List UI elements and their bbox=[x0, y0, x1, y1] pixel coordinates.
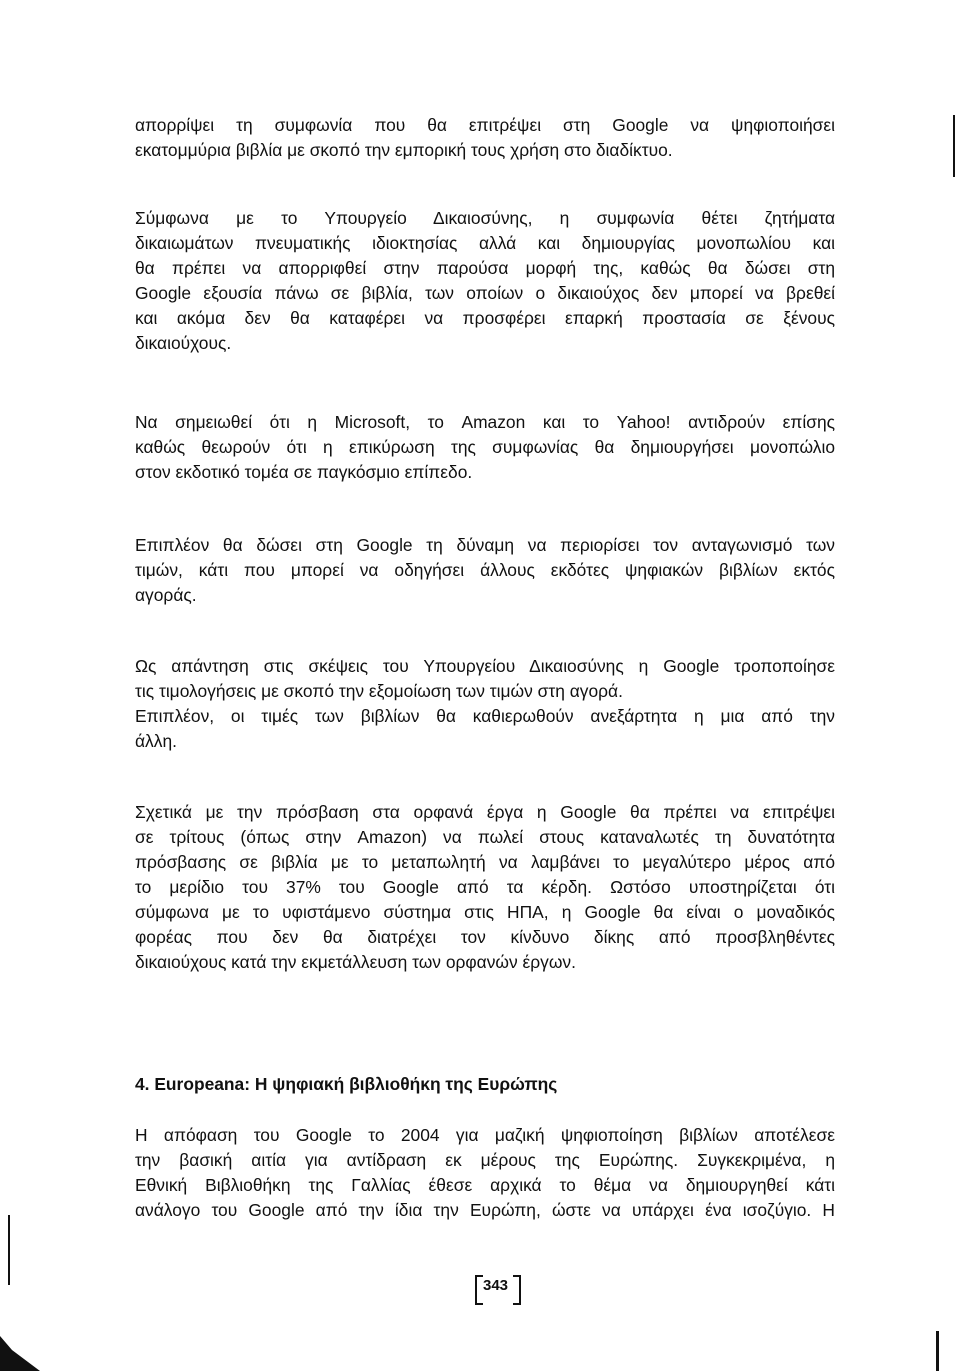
text-line: θα πρέπει να απορριφθεί στην παρούσα μορφή της, καθώς θα δώσει στη bbox=[135, 258, 835, 278]
text-line: ανάλογο του Google από την ίδια την Ευρώπη, ώστε να υπάρχει ένα ισοζύγιο. Η bbox=[135, 1200, 835, 1220]
text-line: σύμφωνα με το υφιστάμενο σύστημα στις ΗΠΑ, η Google θα είναι ο μοναδικός bbox=[135, 902, 835, 922]
page-number-bracket-right bbox=[513, 1275, 521, 1305]
paragraph-3 bbox=[135, 410, 835, 485]
text-line: Σχετικά με την πρόσβαση στα ορφανά έργα η Google θα πρέπει να επιτρέψει bbox=[135, 802, 835, 822]
text-line: στον εκδοτικό τομέα σε παγκόσμιο επίπεδο. bbox=[135, 462, 473, 482]
paragraph-4 bbox=[135, 533, 835, 608]
text-line: φορέας που δεν θα διατρέχει τον κίνδυνο δίκης από προσβληθέντες bbox=[135, 927, 835, 947]
text-line: και ακόμα δεν θα καταφέρει να προσφέρει επαρκή προστασία σε ξένους bbox=[135, 308, 835, 328]
paragraph-1 bbox=[135, 113, 835, 163]
text-line: Η απόφαση του Google το 2004 για μαζική ψηφιοποίηση βιβλίων αποτέλεσε bbox=[135, 1125, 835, 1145]
text-line: Ως απάντηση στις σκέψεις του Υπουργείου Δικαιοσύνης η Google τροποποίησε bbox=[135, 656, 835, 676]
text-line: Εθνική Βιβλιοθήκη της Γαλλίας έθεσε αρχικά το θέμα να δημιουργηθεί κάτι bbox=[135, 1175, 835, 1195]
text-line: εκατομμύρια βιβλία με σκοπό την εμπορική τους χρήση στο διαδίκτυο. bbox=[135, 140, 673, 160]
text-line: τιμών, κάτι που μπορεί να οδηγήσει άλλους εκδότες ψηφιακών βιβλίων εκτός bbox=[135, 560, 835, 580]
scan-edge-mark bbox=[936, 1331, 939, 1371]
scan-edge-mark bbox=[8, 1215, 10, 1285]
text-line: άλλη. bbox=[135, 731, 177, 751]
text-line: δικαιούχους. bbox=[135, 333, 232, 353]
text-line: την βασική αιτία για αντίδραση εκ μέρους της Ευρώπης. Συγκεκριμένα, η bbox=[135, 1150, 835, 1170]
scan-corner-shadow bbox=[0, 1336, 40, 1371]
text-line: απορρίψει τη συμφωνία που θα επιτρέψει στη Google να ψηφιοποιήσει bbox=[135, 115, 835, 135]
scan-edge-mark bbox=[953, 115, 955, 177]
text-line: Σύμφωνα με το Υπουργείο Δικαιοσύνης, η συμφωνία θέτει ζητήματα bbox=[135, 208, 835, 228]
section-paragraph bbox=[135, 1123, 835, 1223]
text-line: καθώς θεωρούν ότι η επικύρωση της συμφωνίας θα δημιουργήσει μονοπώλιο bbox=[135, 437, 835, 457]
text-line: τις τιμολογήσεις με σκοπό την εξομοίωση των τιμών στη αγορά. bbox=[135, 681, 623, 701]
text-line: πρόσβασης σε βιβλία με το μεταπωλητή να λαμβάνει το μεγαλύτερο μέρος από bbox=[135, 852, 835, 872]
text-line: Να σημειωθεί ότι η Microsoft, το Amazon και το Yahoo! αντιδρούν επίσης bbox=[135, 412, 835, 432]
text-line: Επιπλέον θα δώσει στη Google τη δύναμη να περιορίσει τον ανταγωνισμό των bbox=[135, 535, 835, 555]
paragraph-6 bbox=[135, 800, 835, 975]
text-line: σε τρίτους (όπως στην Amazon) να πωλεί στους καταναλωτές τη δυνατότητα bbox=[135, 827, 835, 847]
section-heading: 4. Europeana: Η ψηφιακή βιβλιοθήκη της Ευρώπης bbox=[135, 1074, 558, 1094]
text-line: Επιπλέον, οι τιμές των βιβλίων θα καθιερωθούν ανεξάρτητα η μια από την bbox=[135, 706, 835, 726]
text-line: αγοράς. bbox=[135, 585, 197, 605]
paragraph-5 bbox=[135, 654, 835, 754]
page-number: 343 bbox=[483, 1277, 509, 1294]
text-line: το μερίδιο του 37% του Google από τα κέρδη. Ωστόσο υποστηρίζεται ότι bbox=[135, 877, 835, 897]
text-line: Google εξουσία πάνω σε βιβλία, των οποίων ο δικαιούχος δεν μπορεί να βρεθεί bbox=[135, 283, 835, 303]
paragraph-2 bbox=[135, 206, 835, 356]
text-line: δικαιούχους κατά την εκμετάλλευση των ορφανών έργων. bbox=[135, 952, 576, 972]
text-line: δικαιωμάτων πνευματικής ιδιοκτησίας αλλά και δημιουργίας μονοπωλίου και bbox=[135, 233, 835, 253]
